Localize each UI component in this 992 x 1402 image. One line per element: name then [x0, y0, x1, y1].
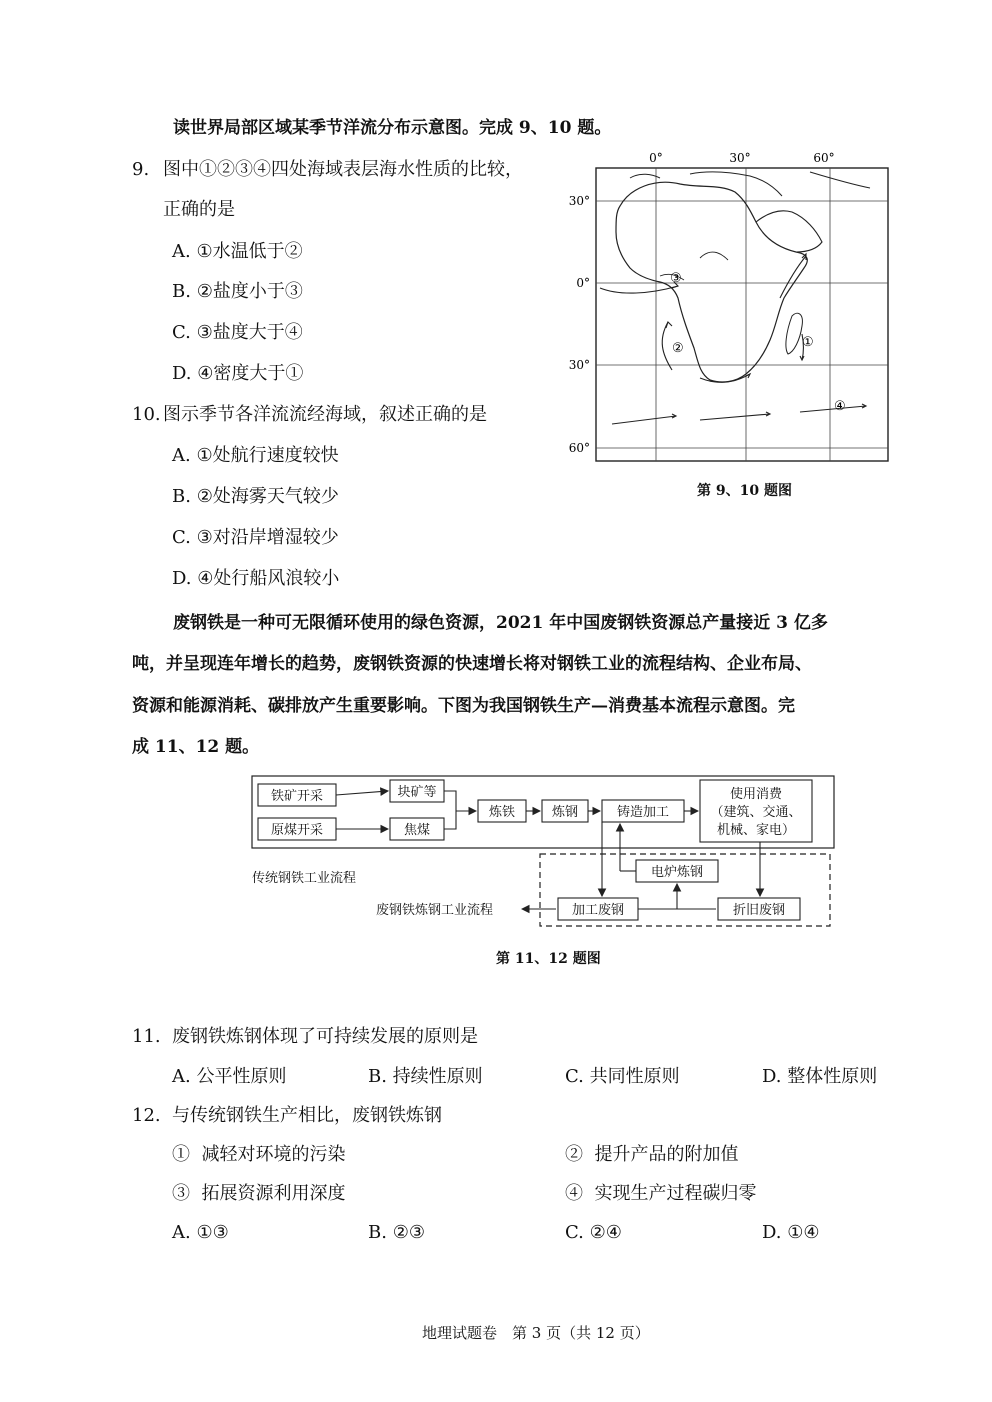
- q12-stem: 与传统钢铁生产相比，废钢铁炼钢: [172, 1105, 442, 1126]
- current-cape-head: [746, 374, 750, 378]
- label-iron-mining: 铁矿开采: [270, 789, 324, 804]
- steel-flow-diagram: [240, 770, 840, 930]
- lat-label-0: 0°: [576, 276, 590, 290]
- madagascar-outline: [786, 313, 802, 354]
- map-grid: [596, 168, 888, 461]
- current-equatorial: [600, 286, 678, 293]
- arabia-outline: [756, 211, 822, 252]
- q12-item-2: ② 提升产品的附加值: [565, 1144, 739, 1165]
- lon-label-60: 60°: [813, 151, 835, 165]
- q10-option-b[interactable]: B. ②处海雾天气较少: [172, 486, 339, 507]
- q12-item-1: ① 减轻对环境的污染: [172, 1144, 346, 1165]
- lon-label-30: 30°: [729, 151, 751, 165]
- lon-label-0: 0°: [649, 151, 663, 165]
- flow-caption: 第 11、12 题图: [496, 951, 601, 967]
- q11-option-c[interactable]: C. 共同性原则: [565, 1066, 680, 1087]
- lat-label-30n: 30°: [568, 194, 590, 208]
- currents: [600, 254, 866, 424]
- map-frame: [596, 168, 888, 461]
- q9-stem-line1: 图中①②③④四处海域表层海水性质的比较，: [163, 159, 523, 180]
- q9-stem-line2: 正确的是: [163, 199, 235, 220]
- q9-option-c[interactable]: C. ③盐度大于④: [172, 322, 303, 343]
- label-consumption-2: （建筑、交通、: [710, 805, 802, 820]
- page-footer: 地理试题卷 第 3 页（共 12 页）: [422, 1324, 650, 1342]
- q12-item-3: ③ 拓展资源利用深度: [172, 1183, 346, 1204]
- intro-q11-12-line4: 成 11、12 题。: [132, 737, 260, 757]
- q11-option-a[interactable]: A. 公平性原则: [172, 1066, 287, 1087]
- arrow-iron-to-ore: [336, 791, 388, 795]
- label-steelmaking: 炼钢: [551, 805, 579, 820]
- label-consumption-1: 使用消费: [729, 787, 783, 802]
- intro-q11-12-line1: 废钢铁是一种可无限循环使用的绿色资源，2021 年中国废钢铁资源总产量接近 3 亿多: [173, 613, 828, 633]
- current-west-wind-1: [612, 416, 676, 424]
- label-electric-furnace: 电炉炼钢: [650, 865, 704, 880]
- q9-option-a[interactable]: A. ①水温低于②: [172, 241, 303, 262]
- q12-item-4: ④ 实现生产过程碳归零: [565, 1183, 757, 1204]
- label-lump-ore: 块矿等: [397, 785, 437, 800]
- q10-option-d[interactable]: D. ④处行船风浪较小: [172, 568, 340, 589]
- current-2: [662, 322, 672, 370]
- q11-option-d[interactable]: D. 整体性原则: [762, 1066, 878, 1087]
- label-ironmaking: 炼铁: [488, 805, 516, 820]
- q9-option-d[interactable]: D. ④密度大于①: [172, 363, 304, 384]
- ocean-current-map: [560, 148, 900, 468]
- africa-outline: [616, 182, 807, 382]
- label-coal-mining: 原煤开采: [270, 823, 324, 838]
- q9-number: 9.: [132, 159, 150, 180]
- current-west-wind-3: [800, 406, 866, 412]
- q12-option-b[interactable]: B. ②③: [368, 1222, 425, 1243]
- europe-outline: [630, 172, 870, 196]
- q11-stem: 废钢铁炼钢体现了可持续发展的原则是: [172, 1026, 478, 1047]
- q10-option-a[interactable]: A. ①处航行速度较快: [172, 445, 339, 466]
- label-coking-coal: 焦煤: [403, 823, 431, 838]
- lat-label-60s: 60°: [568, 441, 590, 455]
- merge-bracket: [444, 791, 456, 829]
- q10-option-c[interactable]: C. ③对沿岸增湿较少: [172, 527, 339, 548]
- marker-3: ③: [670, 271, 682, 286]
- q12-option-d[interactable]: D. ①④: [762, 1222, 820, 1243]
- intro-q11-12-line3: 资源和能源消耗、碳排放产生重要影响。下图为我国钢铁生产—消费基本流程示意图。完: [132, 696, 795, 716]
- marker-4: ④: [834, 399, 846, 414]
- label-traditional-flow: 传统钢铁工业流程: [252, 871, 357, 886]
- marker-1: ①: [802, 335, 814, 350]
- q9-option-b[interactable]: B. ②盐度小于③: [172, 281, 303, 302]
- current-west-wind-2: [700, 414, 770, 420]
- label-processing-scrap: 加工废钢: [571, 903, 625, 918]
- q10-number: 10.: [132, 404, 161, 425]
- label-consumption-3: 机械、家电）: [716, 823, 796, 838]
- q11-option-b[interactable]: B. 持续性原则: [368, 1066, 483, 1087]
- q12-number: 12.: [132, 1105, 161, 1126]
- intro-q9-10: 读世界局部区域某季节洋流分布示意图。完成 9、10 题。: [173, 118, 612, 138]
- label-scrap-flow: 废钢铁炼钢工业流程: [376, 903, 494, 918]
- map-caption: 第 9、10 题图: [697, 483, 792, 499]
- label-depreciation-scrap: 折旧废钢: [732, 903, 786, 918]
- label-casting: 铸造加工: [616, 805, 670, 820]
- q12-option-a[interactable]: A. ①③: [172, 1222, 229, 1243]
- marker-2: ②: [672, 341, 684, 356]
- q10-stem: 图示季节各洋流流经海域，叙述正确的是: [163, 404, 487, 425]
- q12-option-c[interactable]: C. ②④: [565, 1222, 622, 1243]
- intro-q11-12-line2: 吨，并呈现连年增长的趋势，废钢铁资源的快速增长将对钢铁工业的流程结构、企业布局、: [132, 654, 812, 674]
- q11-number: 11.: [132, 1026, 161, 1047]
- lat-label-30s: 30°: [568, 358, 590, 372]
- current-somali: [780, 256, 806, 298]
